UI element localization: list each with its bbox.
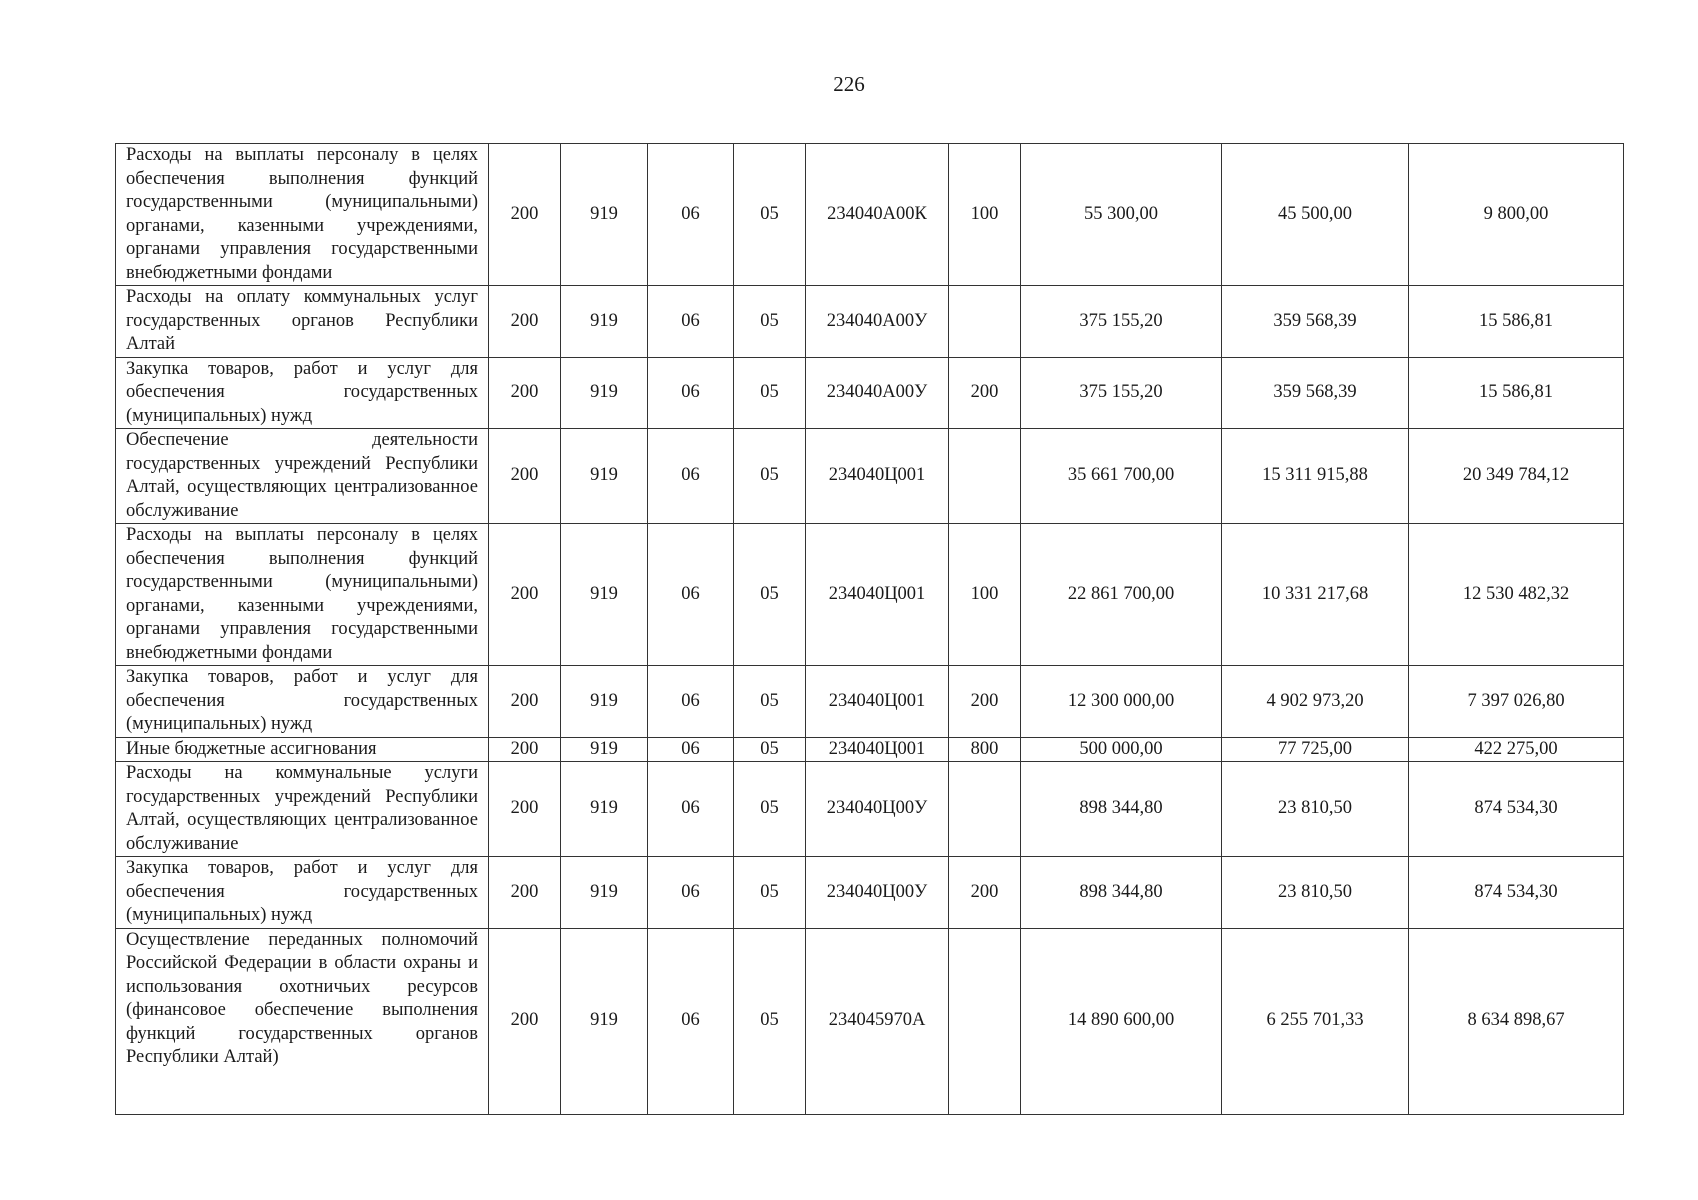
row-plan-amount: 14 890 600,00 bbox=[1021, 928, 1222, 1114]
row-expense-type: 200 bbox=[949, 357, 1021, 429]
row-code: 200 bbox=[489, 429, 561, 524]
row-subsection: 05 bbox=[734, 429, 806, 524]
row-target-article: 234040Ц001 bbox=[806, 737, 949, 762]
row-target-article: 234040Ц001 bbox=[806, 524, 949, 666]
row-section: 06 bbox=[648, 144, 734, 286]
row-fact-amount: 45 500,00 bbox=[1222, 144, 1409, 286]
row-code: 200 bbox=[489, 357, 561, 429]
row-diff-amount: 15 586,81 bbox=[1409, 357, 1624, 429]
row-target-article: 234040Ц001 bbox=[806, 666, 949, 738]
table-row bbox=[116, 857, 1624, 929]
row-name: Закупка товаров, работ и услуг для обеспечения государственных (муниципальных) нужд bbox=[116, 857, 489, 929]
table-row bbox=[116, 928, 1624, 1114]
row-code: 200 bbox=[489, 762, 561, 857]
row-name: Закупка товаров, работ и услуг для обеспечения государственных (муниципальных) нужд bbox=[116, 666, 489, 738]
row-diff-amount: 422 275,00 bbox=[1409, 737, 1624, 762]
row-diff-amount: 874 534,30 bbox=[1409, 762, 1624, 857]
row-subsection: 05 bbox=[734, 737, 806, 762]
row-target-article: 234040Ц00У bbox=[806, 762, 949, 857]
row-grbs: 919 bbox=[561, 429, 648, 524]
row-diff-amount: 7 397 026,80 bbox=[1409, 666, 1624, 738]
table-row bbox=[116, 762, 1624, 857]
row-code: 200 bbox=[489, 857, 561, 929]
row-name: Закупка товаров, работ и услуг для обеспечения государственных (муниципальных) нужд bbox=[116, 357, 489, 429]
row-section: 06 bbox=[648, 429, 734, 524]
row-grbs: 919 bbox=[561, 928, 648, 1114]
table-row bbox=[116, 666, 1624, 738]
row-code: 200 bbox=[489, 524, 561, 666]
row-grbs: 919 bbox=[561, 357, 648, 429]
row-plan-amount: 12 300 000,00 bbox=[1021, 666, 1222, 738]
row-fact-amount: 359 568,39 bbox=[1222, 286, 1409, 358]
row-fact-amount: 77 725,00 bbox=[1222, 737, 1409, 762]
row-grbs: 919 bbox=[561, 144, 648, 286]
row-code: 200 bbox=[489, 737, 561, 762]
row-fact-amount: 6 255 701,33 bbox=[1222, 928, 1409, 1114]
table-row bbox=[116, 524, 1624, 666]
row-code: 200 bbox=[489, 666, 561, 738]
row-fact-amount: 10 331 217,68 bbox=[1222, 524, 1409, 666]
row-target-article: 234040Ц00У bbox=[806, 857, 949, 929]
row-section: 06 bbox=[648, 857, 734, 929]
table-row bbox=[116, 357, 1624, 429]
table-row bbox=[116, 737, 1624, 762]
row-expense-type: 100 bbox=[949, 144, 1021, 286]
row-section: 06 bbox=[648, 666, 734, 738]
row-subsection: 05 bbox=[734, 286, 806, 358]
row-diff-amount: 12 530 482,32 bbox=[1409, 524, 1624, 666]
row-expense-type: 200 bbox=[949, 666, 1021, 738]
row-expense-type bbox=[949, 762, 1021, 857]
row-code: 200 bbox=[489, 144, 561, 286]
row-name: Обеспечение деятельности государственных учреждений Республики Алтай, осуществляющих централизованное обслуживание bbox=[116, 429, 489, 524]
row-target-article: 234040А00К bbox=[806, 144, 949, 286]
row-expense-type: 200 bbox=[949, 857, 1021, 929]
row-fact-amount: 15 311 915,88 bbox=[1222, 429, 1409, 524]
row-fact-amount: 359 568,39 bbox=[1222, 357, 1409, 429]
row-diff-amount: 9 800,00 bbox=[1409, 144, 1624, 286]
row-plan-amount: 375 155,20 bbox=[1021, 357, 1222, 429]
table-row bbox=[116, 286, 1624, 358]
row-name: Расходы на выплаты персоналу в целях обеспечения выполнения функций государственными (муниципальными) органами, казенными учреждениями, органами управления государственными внебюджетными фондами bbox=[116, 524, 489, 666]
row-grbs: 919 bbox=[561, 737, 648, 762]
row-diff-amount: 8 634 898,67 bbox=[1409, 928, 1624, 1114]
row-plan-amount: 375 155,20 bbox=[1021, 286, 1222, 358]
row-subsection: 05 bbox=[734, 144, 806, 286]
row-diff-amount: 15 586,81 bbox=[1409, 286, 1624, 358]
row-grbs: 919 bbox=[561, 666, 648, 738]
row-code: 200 bbox=[489, 286, 561, 358]
row-name: Расходы на коммунальные услуги государственных учреждений Республики Алтай, осуществляющих централизованное обслуживание bbox=[116, 762, 489, 857]
row-section: 06 bbox=[648, 286, 734, 358]
row-fact-amount: 4 902 973,20 bbox=[1222, 666, 1409, 738]
row-plan-amount: 898 344,80 bbox=[1021, 857, 1222, 929]
row-grbs: 919 bbox=[561, 524, 648, 666]
row-expense-type bbox=[949, 928, 1021, 1114]
row-diff-amount: 20 349 784,12 bbox=[1409, 429, 1624, 524]
row-expense-type: 100 bbox=[949, 524, 1021, 666]
row-subsection: 05 bbox=[734, 524, 806, 666]
row-diff-amount: 874 534,30 bbox=[1409, 857, 1624, 929]
row-name: Расходы на оплату коммунальных услуг государственных органов Республики Алтай bbox=[116, 286, 489, 358]
row-fact-amount: 23 810,50 bbox=[1222, 857, 1409, 929]
row-section: 06 bbox=[648, 737, 734, 762]
budget-table bbox=[115, 143, 1624, 1115]
row-target-article: 234040А00У bbox=[806, 286, 949, 358]
row-section: 06 bbox=[648, 928, 734, 1114]
row-target-article: 234045970А bbox=[806, 928, 949, 1114]
row-expense-type: 800 bbox=[949, 737, 1021, 762]
row-fact-amount: 23 810,50 bbox=[1222, 762, 1409, 857]
table-row bbox=[116, 144, 1624, 286]
row-plan-amount: 55 300,00 bbox=[1021, 144, 1222, 286]
row-section: 06 bbox=[648, 524, 734, 666]
row-subsection: 05 bbox=[734, 857, 806, 929]
row-grbs: 919 bbox=[561, 286, 648, 358]
row-expense-type bbox=[949, 286, 1021, 358]
row-subsection: 05 bbox=[734, 762, 806, 857]
row-target-article: 234040А00У bbox=[806, 357, 949, 429]
row-plan-amount: 898 344,80 bbox=[1021, 762, 1222, 857]
row-plan-amount: 35 661 700,00 bbox=[1021, 429, 1222, 524]
row-name: Иные бюджетные ассигнования bbox=[116, 737, 489, 762]
row-subsection: 05 bbox=[734, 666, 806, 738]
row-name: Расходы на выплаты персоналу в целях обеспечения выполнения функций государственными (муниципальными) органами, казенными учреждениями, органами управления государственными внебюджетными фондами bbox=[116, 144, 489, 286]
row-expense-type bbox=[949, 429, 1021, 524]
row-plan-amount: 500 000,00 bbox=[1021, 737, 1222, 762]
row-grbs: 919 bbox=[561, 762, 648, 857]
table-row bbox=[116, 429, 1624, 524]
row-grbs: 919 bbox=[561, 857, 648, 929]
row-target-article: 234040Ц001 bbox=[806, 429, 949, 524]
row-name: Осуществление переданных полномочий Российской Федерации в области охраны и использования охотничьих ресурсов (финансовое обеспечение выполнения функций государственных органов Республики Алтай) bbox=[116, 928, 489, 1114]
row-code: 200 bbox=[489, 928, 561, 1114]
row-subsection: 05 bbox=[734, 928, 806, 1114]
row-subsection: 05 bbox=[734, 357, 806, 429]
page-number: 226 bbox=[833, 72, 865, 96]
row-section: 06 bbox=[648, 762, 734, 857]
row-section: 06 bbox=[648, 357, 734, 429]
row-plan-amount: 22 861 700,00 bbox=[1021, 524, 1222, 666]
